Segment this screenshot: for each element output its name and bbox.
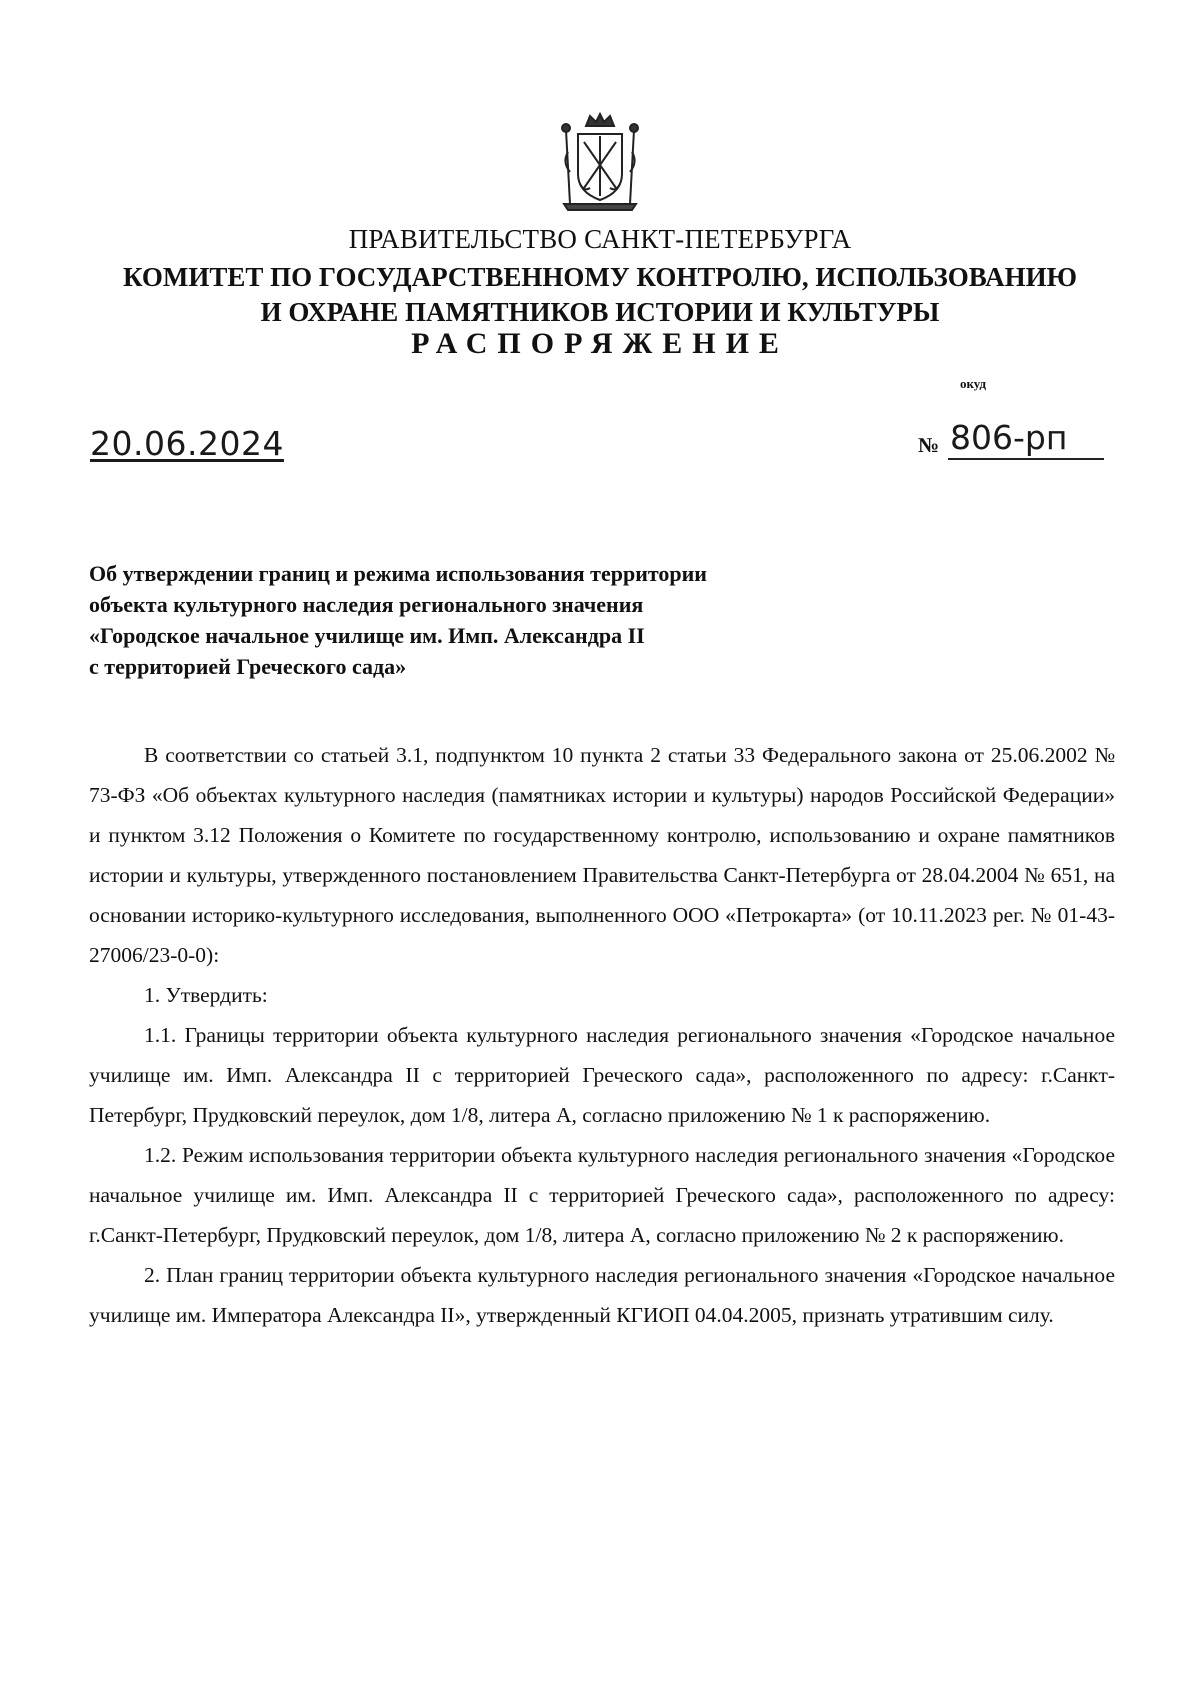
number-underline (948, 458, 1104, 460)
item-2: 2. План границ территории объекта культурного наследия регионального значения «Городское начальное училище им. Императора Александра II», утвержденный КГИОП 04.04.2005, признать утратившим силу. (89, 1263, 1115, 1327)
item-1: 1. Утвердить: (144, 983, 268, 1007)
document-number: 806-рп (950, 418, 1068, 457)
document-body (89, 735, 1115, 1335)
subject-line1: Об утверждении границ и режима использования территории (89, 561, 707, 586)
document-type: РАСПОРЯЖЕНИЕ (411, 327, 789, 360)
committee-title-line1: КОМИТЕТ ПО ГОСУДАРСТВЕННОМУ КОНТРОЛЮ, ИСПОЛЬЗОВАНИЮ (123, 262, 1077, 292)
okud-label: окуд (960, 376, 987, 391)
subject-line2: объекта культурного наследия регионального значения (89, 592, 644, 617)
document-date: 20.06.2024 (90, 424, 284, 463)
item-1-2: 1.2. Режим использования территории объекта культурного наследия регионального значения «Городское начальное училище им. Имп. Александра II с территорией Греческого сада», расположенного по адресу: г.Санкт-Петербург, Прудковский переулок, дом 1/8, литера А, согласно приложению № 2 к распоряжению. (89, 1143, 1115, 1247)
item-1-1: 1.1. Границы территории объекта культурного наследия регионального значения «Городское начальное училище им. Имп. Александра II с территорией Греческого сада», расположенного по адресу: г.Санкт-Петербург, Прудковский переулок, дом 1/8, литера А, согласно приложению № 1 к распоряжению. (89, 1023, 1115, 1127)
subject-line3: «Городское начальное училище им. Имп. Александра II (89, 623, 645, 648)
committee-title-line2: И ОХРАНЕ ПАМЯТНИКОВ ИСТОРИИ И КУЛЬТУРЫ (260, 297, 940, 327)
subject-line4: с территорией Греческого сада» (89, 654, 407, 679)
committee-title (0, 260, 1200, 330)
preamble-paragraph: В соответствии со статьей 3.1, подпунктом 10 пункта 2 статьи 33 Федерального закона от 25.06.2002 № 73-ФЗ «Об объектах культурного наследия (памятниках истории и культуры) народов Российской Федерации» и пунктом 3.12 Положения о Комитете по государственному контролю, использованию и охране памятников истории и культуры, утвержденного постановлением Правительства Санкт-Петербурга от 28.04.2004 № 651, на основании историко-культурного исследования, выполненного ООО «Петрокарта» (от 10.11.2023 рег. № 01-43-27006/23-0-0): (89, 743, 1115, 967)
coat-of-arms-emblem (556, 112, 644, 212)
document-subject (89, 558, 809, 682)
number-sign: № (918, 433, 940, 457)
government-title: ПРАВИТЕЛЬСТВО САНКТ-ПЕТЕРБУРГА (348, 224, 852, 254)
